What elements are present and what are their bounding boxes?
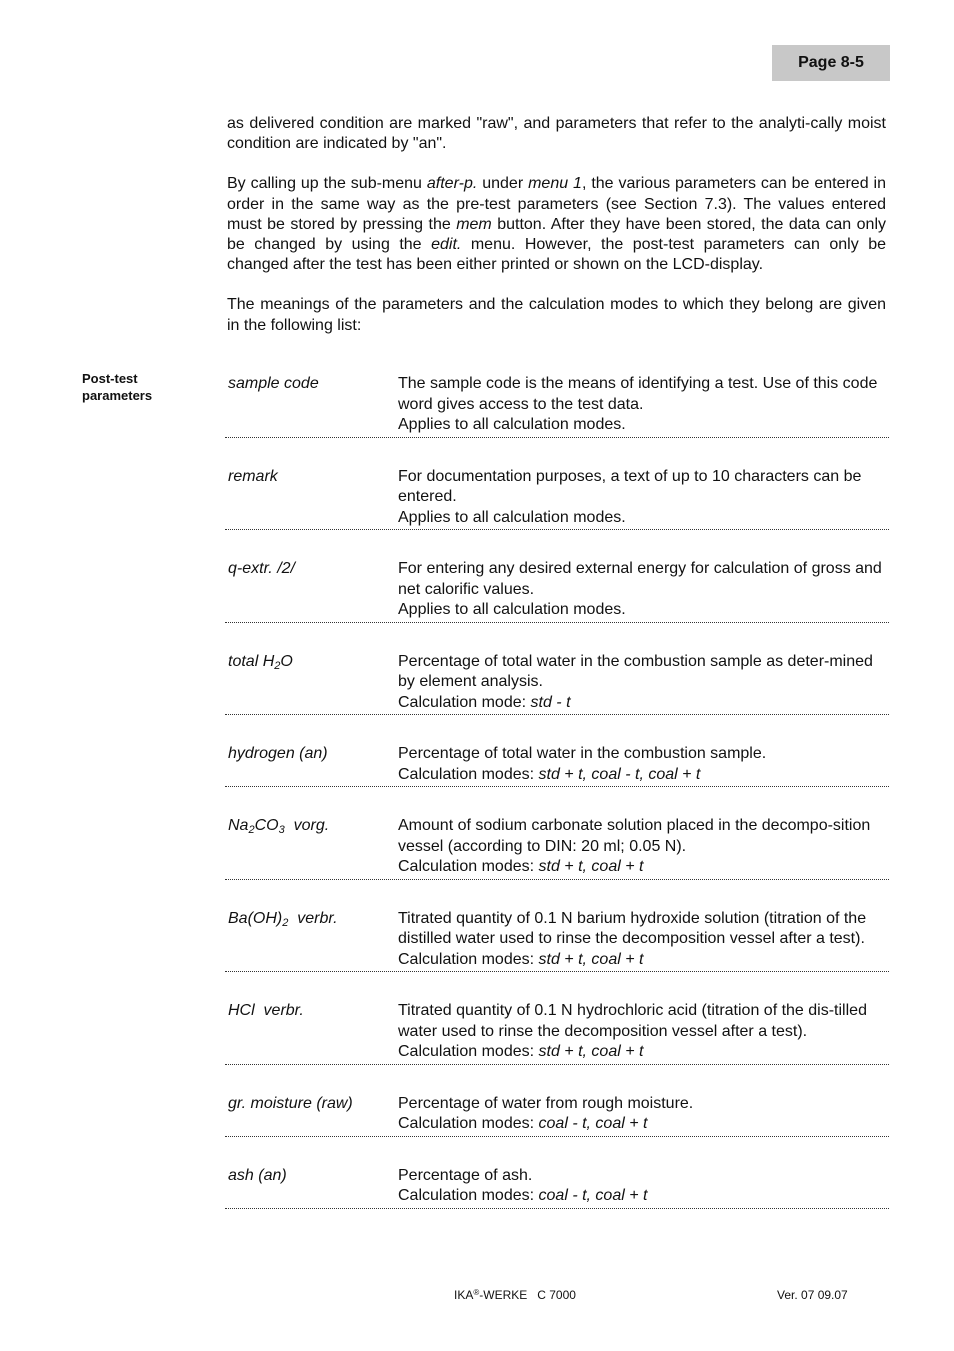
param-row — [225, 364, 889, 438]
param-desc-text: Percentage of total water in the combustion sample. — [398, 745, 767, 762]
footer-version: Ver. 07 09.07 — [777, 1288, 848, 1302]
modes-list: std + t, coal + t — [538, 950, 644, 968]
param-modes — [398, 508, 887, 529]
param-name: remark — [228, 467, 278, 485]
param-row — [225, 1084, 889, 1137]
param-desc-text: Titrated quantity of 0.1 N hydrochloric acid (titration of the dis-tilled water used to rinse the decomposition vessel after a test). — [398, 1002, 867, 1040]
p2-term-menu1: menu 1 — [528, 175, 582, 193]
param-name: ash (an) — [228, 1166, 287, 1184]
modes-prefix: Applies to all calculation modes. — [398, 508, 626, 526]
name-subscript: 2 — [274, 659, 281, 672]
param-name: hydrogen (an) — [228, 745, 328, 762]
p2-text: under — [477, 175, 529, 193]
p2-term-mem: mem — [456, 215, 492, 233]
param-modes — [398, 950, 887, 971]
name-part: Na — [228, 817, 249, 834]
param-modes — [398, 857, 887, 878]
paragraph-2 — [227, 174, 886, 275]
param-modes — [398, 1042, 887, 1063]
modes-list: coal - t, coal + t — [538, 1115, 648, 1132]
name-subscript: 3 — [278, 824, 285, 836]
modes-prefix: Calculation modes: — [398, 1043, 539, 1060]
p2-term-edit: edit. — [431, 236, 462, 254]
param-name — [225, 909, 398, 971]
paragraph-1: as delivered condition are marked "raw", and parameters that refer to the analyti-cally moist condition are indicated by "an". — [227, 115, 886, 153]
param-desc — [398, 467, 889, 529]
param-row — [225, 457, 889, 531]
modes-list: coal - t, coal + t — [538, 1187, 648, 1204]
param-desc-text: For documentation purposes, a text of up to 10 characters can be entered. — [398, 467, 862, 505]
param-desc-text: Percentage of ash. — [398, 1166, 533, 1184]
param-modes — [398, 693, 887, 714]
param-row — [225, 642, 889, 716]
footer-brand: IKA — [454, 1288, 474, 1302]
modes-list: std + t, coal - t, coal + t — [538, 765, 701, 783]
name-subscript: 2 — [282, 916, 289, 929]
side-label — [82, 370, 202, 404]
param-modes — [398, 415, 887, 436]
modes-prefix: Calculation modes: — [398, 1115, 539, 1132]
side-label-line: parameters — [82, 388, 153, 403]
p2-term-afterp: after-p. — [426, 175, 478, 193]
p2-text: , the various parameters can be entered in order in the same way as the pre-test parameters (see Section 7.3). The values entered must be stored by pressing the — [227, 175, 886, 233]
modes-list: std - t — [530, 693, 571, 711]
parameter-list — [225, 364, 889, 1228]
name-subscript: 2 — [248, 824, 255, 836]
param-desc-text: For entering any desired external energy for calculation of gross and net calorific values. — [398, 560, 882, 598]
param-desc — [398, 652, 889, 714]
param-desc-text: Amount of sodium carbonate solution placed in the decompo-sition vessel (according to DIN: 20 ml; 0.05 N). — [398, 817, 871, 855]
modes-prefix: Calculation modes: — [398, 1187, 539, 1204]
modes-prefix: Calculation mode: — [398, 693, 531, 711]
modes-list: std + t, coal + t — [538, 858, 644, 875]
modes-prefix: Calculation modes: — [398, 950, 539, 968]
param-modes — [398, 600, 887, 621]
paragraph-3: The meanings of the parameters and the calculation modes to which they belong are given in the following list: — [227, 296, 886, 334]
page-number-badge — [772, 45, 890, 81]
p2-text: button. After they have been stored, the data can only be changed by using the — [227, 215, 886, 254]
param-name — [225, 816, 398, 878]
param-desc-text: Titrated quantity of 0.1 N barium hydroxide solution (titration of the distilled water used to rinse the decomposition vessel after a test). — [398, 909, 867, 947]
param-desc — [398, 374, 889, 436]
param-desc — [398, 1094, 889, 1135]
side-label-line: Post-test — [82, 371, 138, 386]
p2-text: menu. However, the post-test parameters can only be changed after the test has been either printed or shown on the LCD-display. — [227, 236, 886, 274]
param-name: q-extr. /2/ — [228, 560, 295, 577]
param-row — [225, 1156, 889, 1209]
param-desc — [398, 559, 889, 621]
param-desc-text: Percentage of water from rough moisture. — [398, 1094, 694, 1112]
param-name: sample code — [228, 375, 319, 392]
name-part: CO — [254, 817, 279, 834]
param-modes — [398, 1186, 887, 1207]
param-desc — [398, 909, 889, 971]
param-name: gr. moisture (raw) — [228, 1094, 353, 1112]
param-row — [225, 806, 889, 880]
intro-text — [227, 114, 886, 336]
param-row — [225, 549, 889, 623]
footer-product — [454, 1288, 576, 1302]
p2-text: By calling up the sub-menu — [227, 175, 427, 193]
param-desc — [398, 744, 889, 785]
modes-list: std + t, coal + t — [538, 1043, 644, 1060]
page-number: Page 8-5 — [798, 54, 864, 71]
param-modes — [398, 1114, 887, 1135]
modes-prefix: Applies to all calculation modes. — [398, 416, 626, 433]
param-name: HCl verbr. — [228, 1002, 304, 1019]
name-part: Ba(OH) — [228, 909, 283, 927]
param-desc-text: Percentage of total water in the combustion sample as deter-mined by element analysis. — [398, 652, 873, 690]
param-name — [225, 652, 398, 714]
param-row — [225, 734, 889, 787]
footer-model: -WERKE C 7000 — [479, 1288, 576, 1302]
param-desc-text: The sample code is the means of identifying a test. Use of this code word gives access to the test data. — [398, 375, 878, 413]
param-desc — [398, 816, 889, 878]
param-modes — [398, 765, 887, 786]
param-row — [225, 991, 889, 1065]
modes-prefix: Applies to all calculation modes. — [398, 601, 626, 618]
name-part: O — [280, 652, 293, 670]
registered-mark: ® — [473, 1288, 480, 1297]
modes-prefix: Calculation modes: — [398, 858, 539, 875]
name-part: verbr. — [288, 909, 338, 927]
param-desc — [398, 1001, 889, 1063]
param-desc — [398, 1166, 889, 1207]
param-row — [225, 899, 889, 973]
name-part: total H — [228, 652, 275, 670]
modes-prefix: Calculation modes: — [398, 765, 539, 783]
name-part: vorg. — [284, 817, 330, 834]
